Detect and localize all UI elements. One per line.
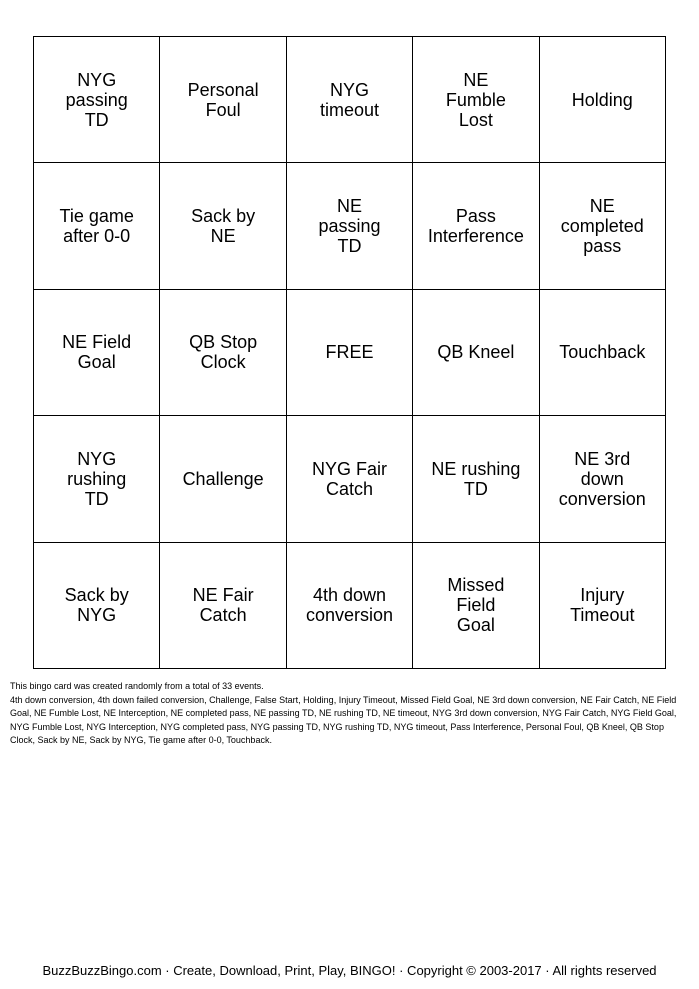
bingo-cell: NE Fair Catch bbox=[160, 543, 286, 669]
bingo-cell: Tie game after 0-0 bbox=[34, 163, 160, 289]
bingo-cell: QB Stop Clock bbox=[160, 290, 286, 416]
bingo-cell: NE Field Goal bbox=[34, 290, 160, 416]
bingo-cell: NYG passing TD bbox=[34, 37, 160, 163]
bingo-cell-free: FREE bbox=[287, 290, 413, 416]
bingo-cell: Personal Foul bbox=[160, 37, 286, 163]
bingo-cell: NE 3rd down conversion bbox=[540, 416, 666, 542]
page-footer: BuzzBuzzBingo.com · Create, Download, Print, Play, BINGO! · Copyright © 2003-2017 · All rights reserved bbox=[42, 963, 657, 978]
bingo-cell: Sack by NYG bbox=[34, 543, 160, 669]
bingo-cell: NE passing TD bbox=[287, 163, 413, 289]
bingo-cell: QB Kneel bbox=[413, 290, 539, 416]
bingo-cell: Missed Field Goal bbox=[413, 543, 539, 669]
card-info-events: 4th down conversion, 4th down failed conversion, Challenge, False Start, Holding, Injury Timeout, Missed Field Goal, NE 3rd down conversion, NE Fair Catch, NE Field Goal, NE Fumble Lost, NE Interception, NE completed pass, NE passing TD, NE rushing TD, NE timeout, NYG 3rd down conversion, NYG Fair Catch, NYG Field Goal, NYG Fumble Lost, NYG Interception, NYG completed pass, NYG passing TD, NYG rushing TD, NYG timeout, Pass Interference, Personal Foul, QB Kneel, QB Stop Clock, Sack by NE, Sack by NYG, Tie game after 0-0, Touchback. bbox=[10, 694, 677, 745]
bingo-cell: Injury Timeout bbox=[540, 543, 666, 669]
bingo-cell: NYG Fair Catch bbox=[287, 416, 413, 542]
bingo-cell: NYG timeout bbox=[287, 37, 413, 163]
bingo-grid bbox=[33, 36, 666, 669]
card-info bbox=[10, 680, 690, 748]
bingo-cell: NYG rushing TD bbox=[34, 416, 160, 542]
bingo-cell: NE rushing TD bbox=[413, 416, 539, 542]
bingo-cell: Pass Interference bbox=[413, 163, 539, 289]
bingo-cell: Sack by NE bbox=[160, 163, 286, 289]
bingo-cell: Challenge bbox=[160, 416, 286, 542]
bingo-cell: NE completed pass bbox=[540, 163, 666, 289]
bingo-cell: 4th down conversion bbox=[287, 543, 413, 669]
bingo-cell: Holding bbox=[540, 37, 666, 163]
bingo-cell: Touchback bbox=[540, 290, 666, 416]
bingo-cell: NE Fumble Lost bbox=[413, 37, 539, 163]
card-info-intro: This bingo card was created randomly from a total of 33 events. bbox=[10, 681, 264, 691]
